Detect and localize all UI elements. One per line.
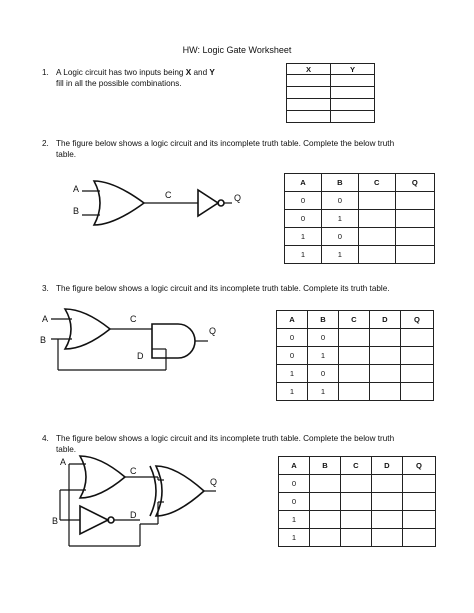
column-header: A bbox=[277, 311, 308, 329]
input-label-b: B bbox=[73, 206, 80, 216]
circuit-diagram-3 bbox=[40, 305, 240, 375]
column-header: Q bbox=[400, 311, 433, 329]
table-cell[interactable] bbox=[338, 383, 369, 401]
variable-y: Y bbox=[209, 68, 215, 77]
table-cell[interactable] bbox=[287, 99, 331, 111]
column-header: D bbox=[371, 457, 402, 475]
table-cell[interactable] bbox=[369, 383, 400, 401]
table-cell[interactable]: 1 bbox=[307, 383, 338, 401]
question-text bbox=[56, 138, 394, 160]
table-cell[interactable] bbox=[371, 493, 402, 511]
table-cell[interactable] bbox=[402, 475, 435, 493]
table-cell[interactable]: 0 bbox=[279, 475, 310, 493]
input-label-a: A bbox=[42, 314, 49, 324]
circuit-diagram-2 bbox=[66, 176, 266, 236]
question-2 bbox=[42, 138, 442, 162]
table-cell[interactable]: 1 bbox=[321, 246, 358, 264]
column-header: A bbox=[279, 457, 310, 475]
table-row bbox=[287, 75, 375, 87]
table-row bbox=[277, 329, 434, 347]
table-cell[interactable] bbox=[340, 529, 371, 547]
table-cell[interactable] bbox=[369, 347, 400, 365]
table-row bbox=[285, 246, 435, 264]
circuit-diagram-4 bbox=[50, 452, 250, 547]
question-number: 4. bbox=[42, 434, 49, 443]
output-label-q: Q bbox=[210, 477, 218, 487]
table-cell[interactable]: 1 bbox=[321, 210, 358, 228]
table-cell[interactable]: 1 bbox=[307, 347, 338, 365]
node-label-d: D bbox=[137, 351, 144, 361]
table-cell[interactable] bbox=[340, 511, 371, 529]
question-text: The figure below shows a logic circuit and its incomplete truth table. Complete its truth table. bbox=[56, 284, 390, 293]
column-header: Y bbox=[331, 64, 375, 75]
table-header-row bbox=[287, 64, 375, 75]
question-text-part: The figure below shows a logic circuit and its incomplete truth table. Complete the below truth bbox=[56, 434, 395, 443]
table-cell[interactable]: 0 bbox=[307, 365, 338, 383]
table-cell[interactable] bbox=[287, 111, 331, 123]
table-row bbox=[277, 347, 434, 365]
table-cell[interactable]: 0 bbox=[277, 329, 308, 347]
table-cell[interactable]: 0 bbox=[277, 347, 308, 365]
table-cell[interactable] bbox=[395, 246, 434, 264]
table-cell[interactable] bbox=[358, 210, 395, 228]
table-cell[interactable] bbox=[358, 246, 395, 264]
truth-table-2 bbox=[284, 173, 435, 264]
truth-table-3 bbox=[276, 310, 434, 401]
table-cell[interactable]: 1 bbox=[285, 228, 322, 246]
table-cell[interactable]: 1 bbox=[279, 529, 310, 547]
table-cell[interactable] bbox=[400, 329, 433, 347]
question-1 bbox=[42, 67, 282, 91]
table-cell[interactable] bbox=[287, 87, 331, 99]
table-cell[interactable]: 1 bbox=[277, 365, 308, 383]
column-header: B bbox=[307, 311, 338, 329]
xor-gate-arc bbox=[150, 466, 156, 516]
question-3 bbox=[42, 283, 442, 295]
table-cell[interactable] bbox=[358, 228, 395, 246]
column-header: D bbox=[369, 311, 400, 329]
table-cell[interactable] bbox=[400, 347, 433, 365]
table-row bbox=[285, 228, 435, 246]
table-cell[interactable] bbox=[331, 87, 375, 99]
table-row bbox=[277, 383, 434, 401]
column-header: C bbox=[358, 174, 395, 192]
table-cell[interactable] bbox=[395, 228, 434, 246]
table-cell[interactable] bbox=[331, 111, 375, 123]
table-cell[interactable] bbox=[371, 475, 402, 493]
table-cell[interactable] bbox=[309, 493, 340, 511]
table-cell[interactable] bbox=[371, 511, 402, 529]
input-label-a: A bbox=[73, 184, 80, 194]
table-cell[interactable] bbox=[371, 529, 402, 547]
node-label-c: C bbox=[165, 190, 172, 200]
column-header: C bbox=[338, 311, 369, 329]
node-label-c: C bbox=[130, 466, 137, 476]
table-cell[interactable]: 1 bbox=[285, 246, 322, 264]
not-gate bbox=[80, 506, 108, 534]
column-header: A bbox=[285, 174, 322, 192]
question-text-part: A Logic circuit has two inputs being bbox=[56, 68, 186, 77]
table-cell[interactable]: 1 bbox=[279, 511, 310, 529]
table-cell[interactable] bbox=[338, 329, 369, 347]
input-label-a: A bbox=[60, 457, 67, 467]
question-text-part: table. bbox=[56, 150, 77, 159]
table-cell[interactable]: 0 bbox=[307, 329, 338, 347]
table-row bbox=[285, 192, 435, 210]
table-cell[interactable] bbox=[331, 75, 375, 87]
table-cell[interactable] bbox=[369, 329, 400, 347]
table-cell[interactable]: 0 bbox=[321, 192, 358, 210]
and-gate bbox=[152, 324, 195, 358]
table-cell[interactable] bbox=[402, 493, 435, 511]
table-row bbox=[279, 493, 436, 511]
table-header-row bbox=[285, 174, 435, 192]
table-cell[interactable] bbox=[309, 511, 340, 529]
table-cell[interactable] bbox=[395, 192, 434, 210]
node-label-c: C bbox=[130, 314, 137, 324]
table-cell[interactable] bbox=[309, 529, 340, 547]
table-cell[interactable] bbox=[331, 99, 375, 111]
question-text-part: and bbox=[191, 68, 210, 77]
node-label-d: D bbox=[130, 510, 137, 520]
or-gate bbox=[94, 181, 144, 225]
table-cell[interactable] bbox=[400, 365, 433, 383]
truth-table-4 bbox=[278, 456, 436, 547]
table-cell[interactable] bbox=[340, 475, 371, 493]
column-header: B bbox=[321, 174, 358, 192]
table-row bbox=[277, 365, 434, 383]
table-cell[interactable]: 0 bbox=[279, 493, 310, 511]
column-header: X bbox=[287, 64, 331, 75]
xor-gate bbox=[156, 466, 204, 516]
output-label-q: Q bbox=[209, 326, 217, 336]
not-gate bbox=[198, 190, 218, 216]
question-text-part: The figure below shows a logic circuit and its incomplete truth table. Complete the below truth bbox=[56, 139, 395, 148]
question-number: 2. bbox=[42, 139, 49, 148]
table-row bbox=[287, 111, 375, 123]
page-title: HW: Logic Gate Worksheet bbox=[182, 45, 292, 55]
table-row bbox=[279, 529, 436, 547]
truth-table-1 bbox=[286, 63, 375, 123]
table-cell[interactable] bbox=[402, 511, 435, 529]
table-cell[interactable] bbox=[395, 210, 434, 228]
table-header-row bbox=[279, 457, 436, 475]
question-number: 3. bbox=[42, 284, 49, 293]
table-cell[interactable] bbox=[338, 365, 369, 383]
table-cell[interactable]: 0 bbox=[285, 192, 322, 210]
table-row bbox=[287, 99, 375, 111]
table-row bbox=[285, 210, 435, 228]
table-row bbox=[287, 87, 375, 99]
table-cell[interactable] bbox=[309, 475, 340, 493]
table-header-row bbox=[277, 311, 434, 329]
column-header: C bbox=[340, 457, 371, 475]
table-row bbox=[279, 511, 436, 529]
question-text-part: fill in all the possible combinations. bbox=[56, 79, 182, 88]
table-row bbox=[279, 475, 436, 493]
table-cell[interactable]: 1 bbox=[277, 383, 308, 401]
variable-x: X bbox=[185, 68, 192, 77]
table-cell[interactable] bbox=[358, 192, 395, 210]
question-number: 1. bbox=[42, 68, 49, 77]
table-cell[interactable] bbox=[338, 347, 369, 365]
input-label-b: B bbox=[40, 335, 47, 345]
column-header: Q bbox=[402, 457, 435, 475]
output-label-q: Q bbox=[234, 193, 242, 203]
table-cell[interactable]: 0 bbox=[285, 210, 322, 228]
question-text bbox=[56, 67, 215, 89]
column-header: Q bbox=[395, 174, 434, 192]
or-gate bbox=[65, 309, 110, 349]
table-cell[interactable]: 0 bbox=[321, 228, 358, 246]
table-cell[interactable] bbox=[400, 383, 433, 401]
question-text-part: table. bbox=[56, 445, 77, 454]
input-label-b: B bbox=[52, 516, 59, 526]
table-cell[interactable] bbox=[287, 75, 331, 87]
table-cell[interactable] bbox=[402, 529, 435, 547]
or-gate bbox=[80, 456, 125, 498]
column-header: B bbox=[309, 457, 340, 475]
table-cell[interactable] bbox=[340, 493, 371, 511]
table-cell[interactable] bbox=[369, 365, 400, 383]
